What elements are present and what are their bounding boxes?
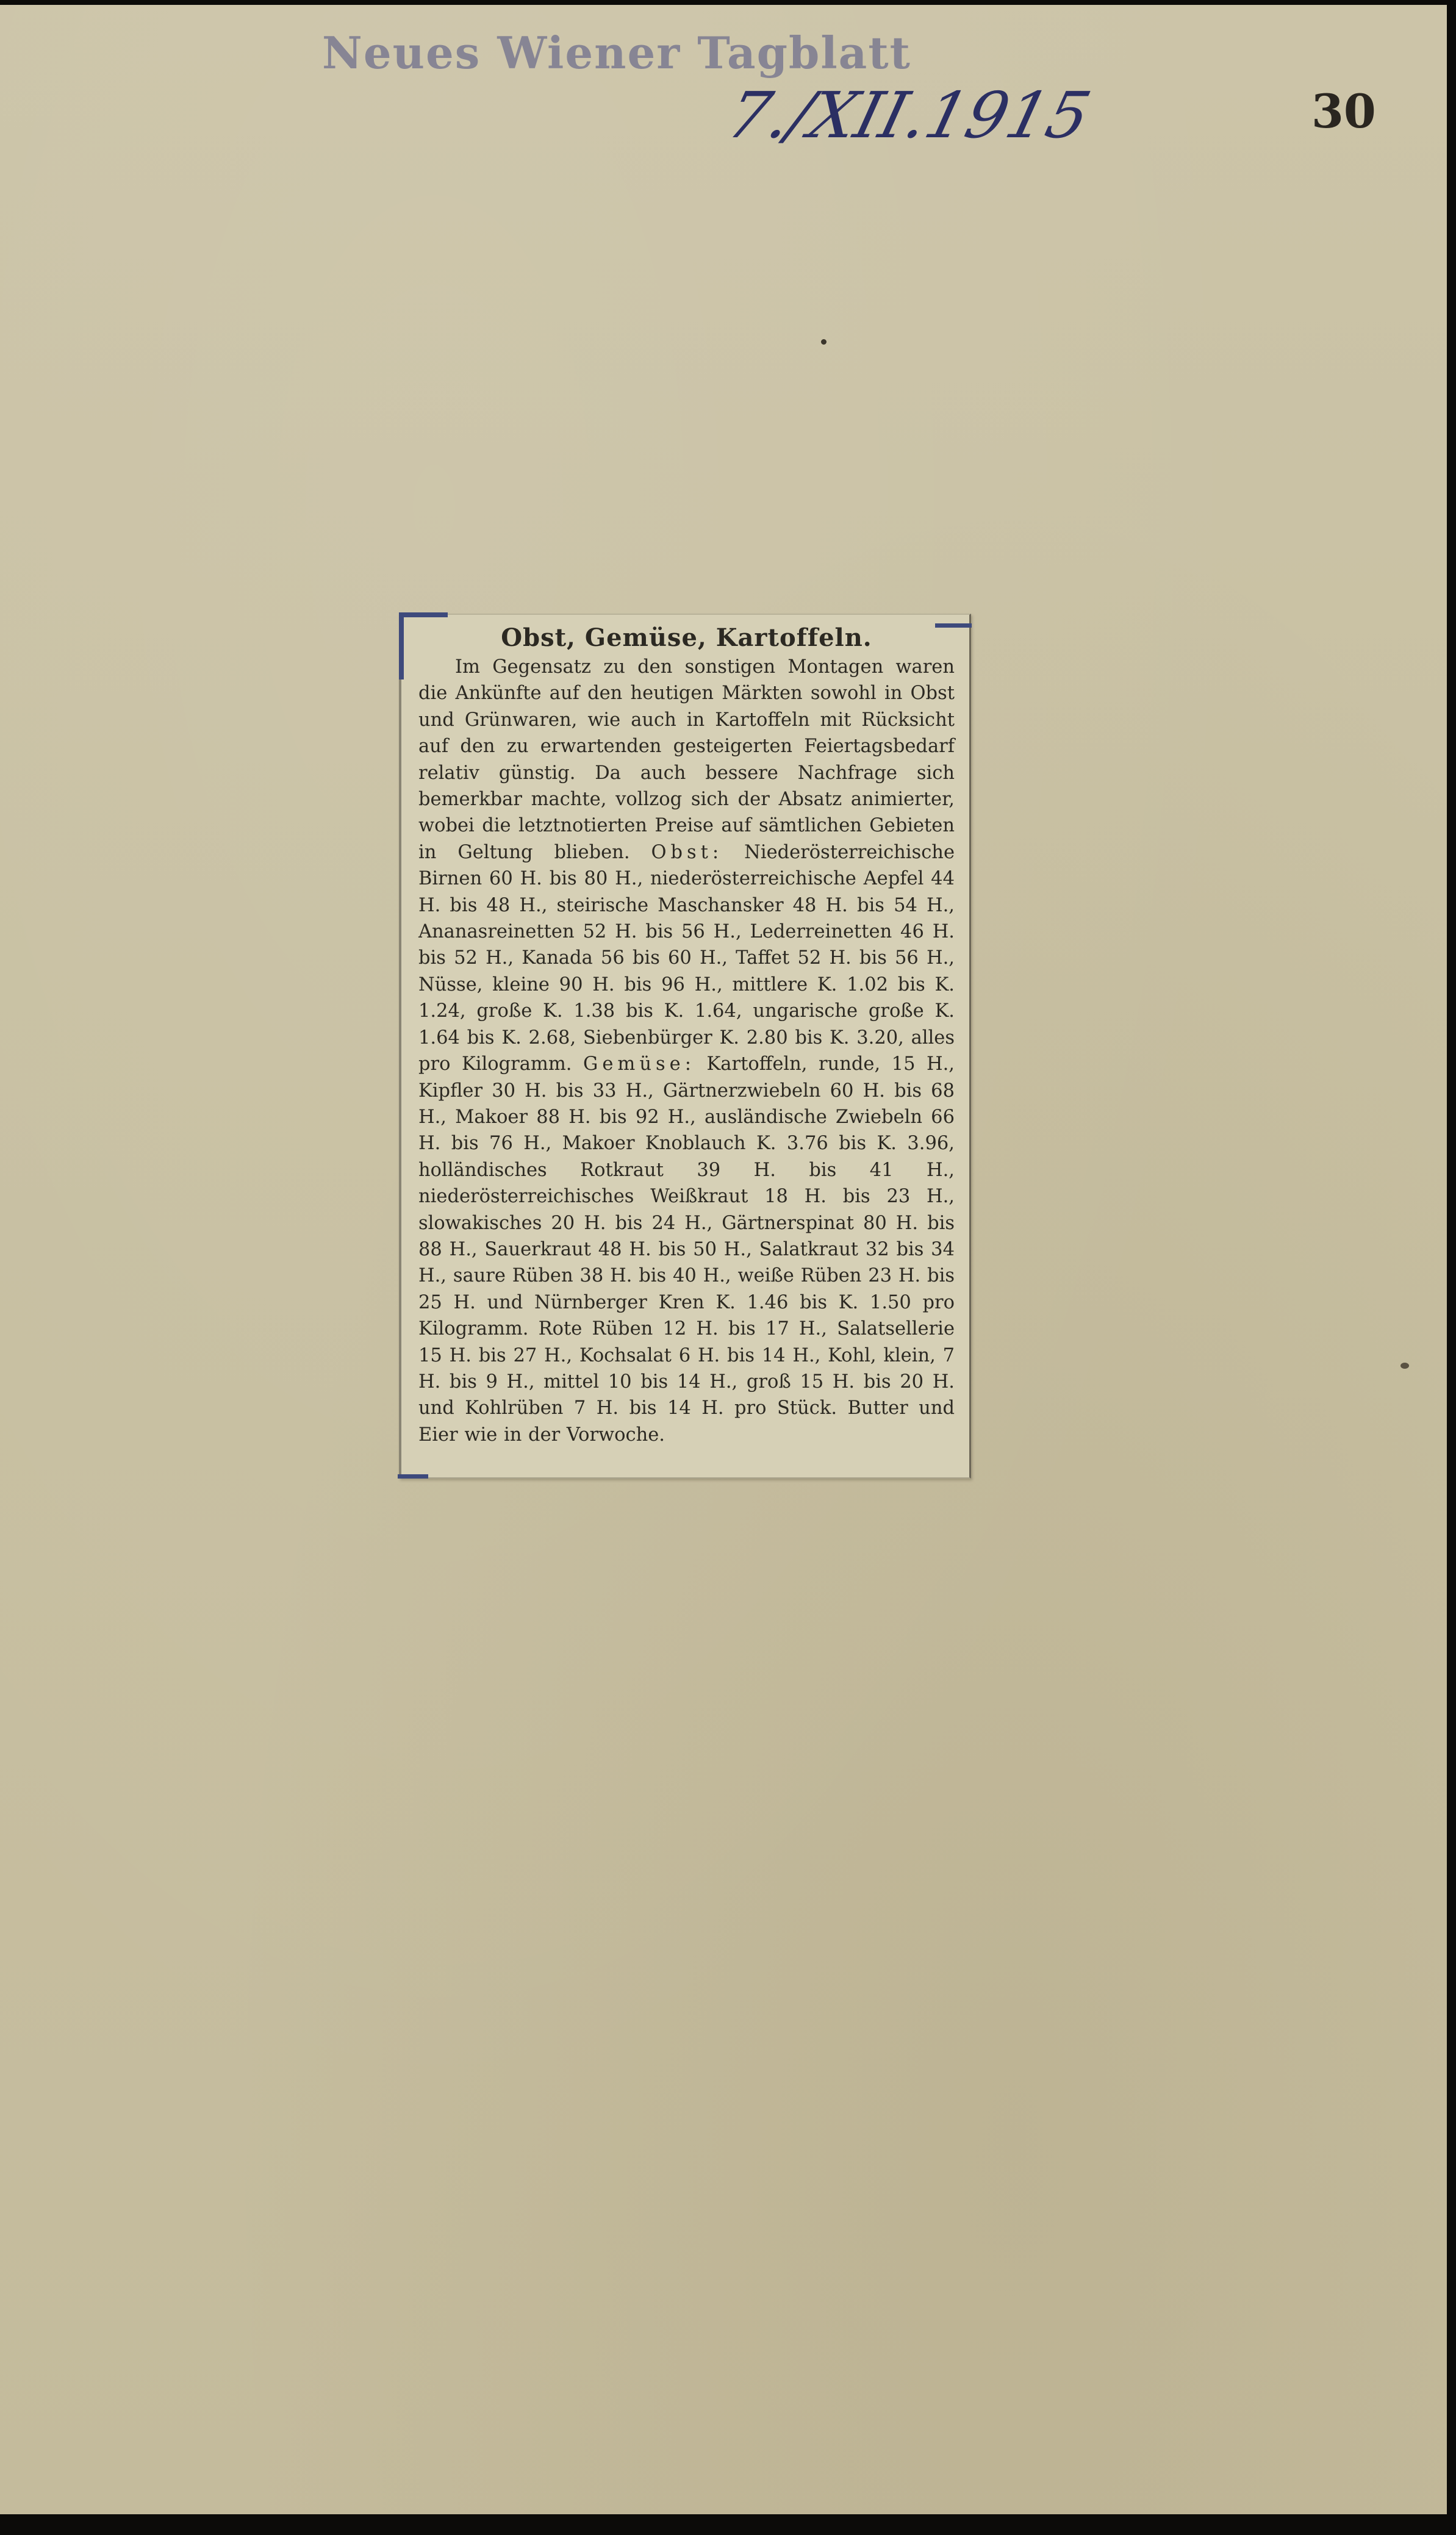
- article-intro: Im Gegensatz zu den sonstigen Montagen waren die Ankünfte auf den heutigen Märkten sowohl in Obst und Grünwaren, wie auch in Kartoffeln mit Rücksicht auf den zu erwartenden gesteigerten Feiertagsbedarf relativ günstig. Da auch bessere Nachfrage sich bemerkbar machte, vollzog sich der Absatz animierter, wobei die letztnotierten Preise auf sämtlichen Gebieten in Geltung blieben.: [418, 656, 955, 863]
- paper-speck: [821, 339, 827, 345]
- pencil-bracket-side: [399, 612, 404, 679]
- newspaper-clipping: [399, 614, 971, 1479]
- pencil-bracket-top: [399, 612, 448, 617]
- article-vegetable-prices: Kartoffeln, runde, 15 H., Kipfler 30 H. bis 33 H., Gärtnerzwiebeln 60 H. bis 68 H., Makoer 88 H. bis 92 H., ausländische Zwiebeln 66 H. bis 76 H., Makoer Knoblauch K. 3.76 bis K. 3.96, holländisches Rotkraut 39 H. bis 41 H., niederösterreichisches Weißkraut 18 H. bis 23 H., slowakisches 20 H. bis 24 H., Gärtnerspinat 80 H. bis 88 H., Sauerkraut 48 H. bis 50 H., Salatkraut 32 bis 34 H., saure Rüben 38 H. bis 40 H., weiße Rüben 23 H. bis 25 H. und Nürnberger Kren K. 1.46 bis K. 1.50 pro Kilogramm. Rote Rüben 12 H. bis 17 H., Salatsellerie 15 H. bis 27 H., Kochsalat 6 H. bis 14 H., Kohl, klein, 7 H. bis 9 H., mittel 10 bis 14 H., groß 15 H. bis 20 H. und Kohlrüben 7 H. bis 14 H. pro Stück. Butter und Eier wie in der Vorwoche.: [418, 1053, 955, 1446]
- page-number: 30: [1311, 84, 1376, 138]
- section-label-obst: Obst:: [651, 841, 723, 863]
- newspaper-stamp: Neues Wiener Tagblatt: [322, 27, 911, 79]
- pencil-bracket-right: [935, 623, 972, 628]
- pencil-bracket-bottom: [398, 1474, 428, 1479]
- article-fruit-prices: Niederösterreichische Birnen 60 H. bis 80 H., niederösterreichische Aepfel 44 H. bis 48 H., steirische Maschansker 48 H. bis 54 H., Ananasreinetten 52 H. bis 56 H., Lederreinetten 46 H. bis 52 H., Kanada 56 bis 60 H., Taffet 52 H. bis 56 H., Nüsse, kleine 90 H. bis 96 H., mittlere K. 1.02 bis K. 1.24, große K. 1.38 bis K. 1.64, ungarische große K. 1.64 bis K. 2.68, Siebenbürger K. 2.80 bis K. 3.20, alles pro Kilogramm.: [418, 841, 955, 1075]
- section-label-gemuese: Gemüse:: [583, 1053, 695, 1075]
- article-title: Obst, Gemüse, Kartoffeln.: [501, 623, 872, 652]
- archive-sheet: [0, 5, 1447, 2514]
- handwritten-date: 7./XII.1915: [720, 78, 1098, 152]
- article-body: [418, 654, 955, 1448]
- paper-speck: [1400, 1363, 1409, 1369]
